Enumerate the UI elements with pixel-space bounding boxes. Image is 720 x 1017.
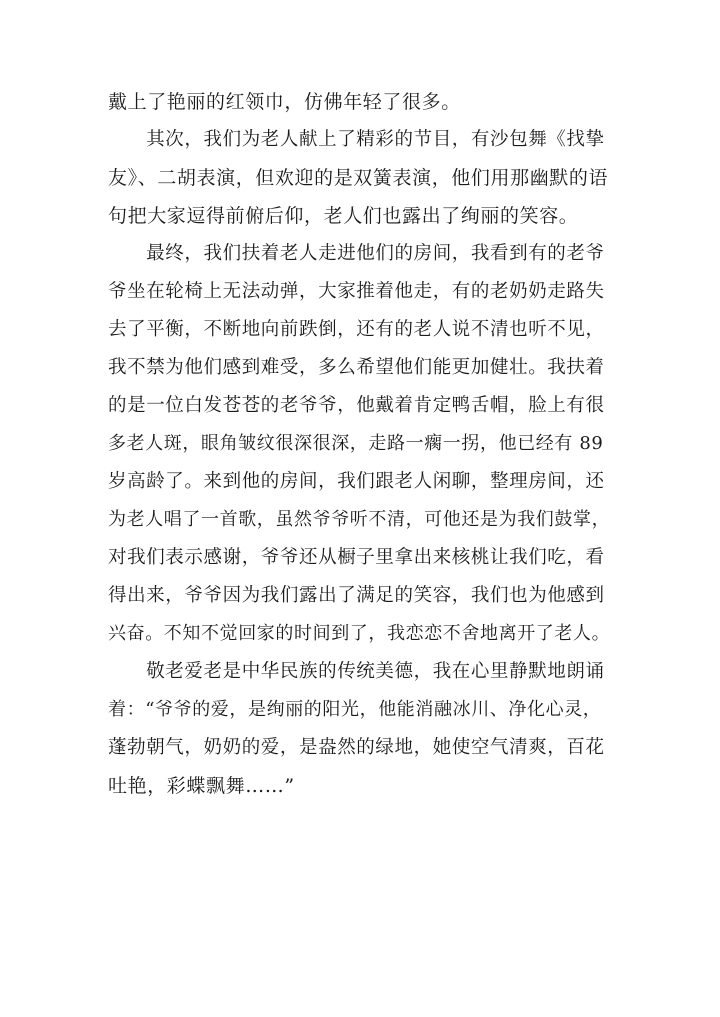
text-line: 的是一位白发苍苍的老爷爷，他戴着肯定鸭舌帽，脸上有很 — [108, 395, 605, 416]
text-line: 戴上了艳丽的红领巾，仿佛年轻了很多。 — [108, 91, 461, 113]
text-line: 句把大家逗得前俯后仰，老人们也露出了绚丽的笑容。 — [108, 205, 579, 227]
text-line: 多老人斑，眼角皱纹很深很深，走路一瘸一拐，他已经有 89 — [108, 433, 604, 454]
text-line: 敬老爱老是中华民族的传统美德，我在心里静默地朗诵 — [108, 661, 605, 682]
text-line: 得出来，爷爷因为我们露出了满足的笑容，我们也为他感到 — [108, 585, 605, 606]
text-line: 最终，我们扶着老人走进他们的房间，我看到有的老爷 — [108, 243, 605, 264]
text-line: 为老人唱了一首歌，虽然爷爷听不清，可他还是为我们鼓掌， — [108, 509, 611, 530]
text-line: 其次，我们为老人献上了精彩的节目，有沙包舞《找挚 — [108, 129, 605, 150]
text-line: 岁高龄了。来到他的房间，我们跟老人闲聊，整理房间，还 — [108, 471, 605, 492]
text-line: 吐艳，彩蝶飘舞……” — [108, 775, 295, 797]
text-line: 友》、二胡表演，但欢迎的是双簧表演，他们用那幽默的语 — [108, 167, 609, 189]
text-line: 着：“爷爷的爱，是绚丽的阳光，他能消融冰川、净化心灵， — [108, 699, 602, 720]
text-line: 去了平衡，不断地向前跌倒，还有的老人说不清也听不见， — [108, 319, 605, 340]
text-line: 对我们表示感谢，爷爷还从橱子里拿出来核桃让我们吃，看 — [108, 547, 605, 568]
text-line: 我不禁为他们感到难受，多么希望他们能更加健壮。我扶着 — [108, 357, 605, 378]
text-line: 蓬勃朝气，奶奶的爱，是盎然的绿地，她使空气清爽，百花 — [108, 737, 605, 758]
body-text — [108, 83, 613, 805]
text-line: 爷坐在轮椅上无法动弹，大家推着他走，有的老奶奶走路失 — [108, 281, 605, 302]
text-line: 兴奋。不知不觉回家的时间到了，我恋恋不舍地离开了老人。 — [108, 623, 611, 644]
